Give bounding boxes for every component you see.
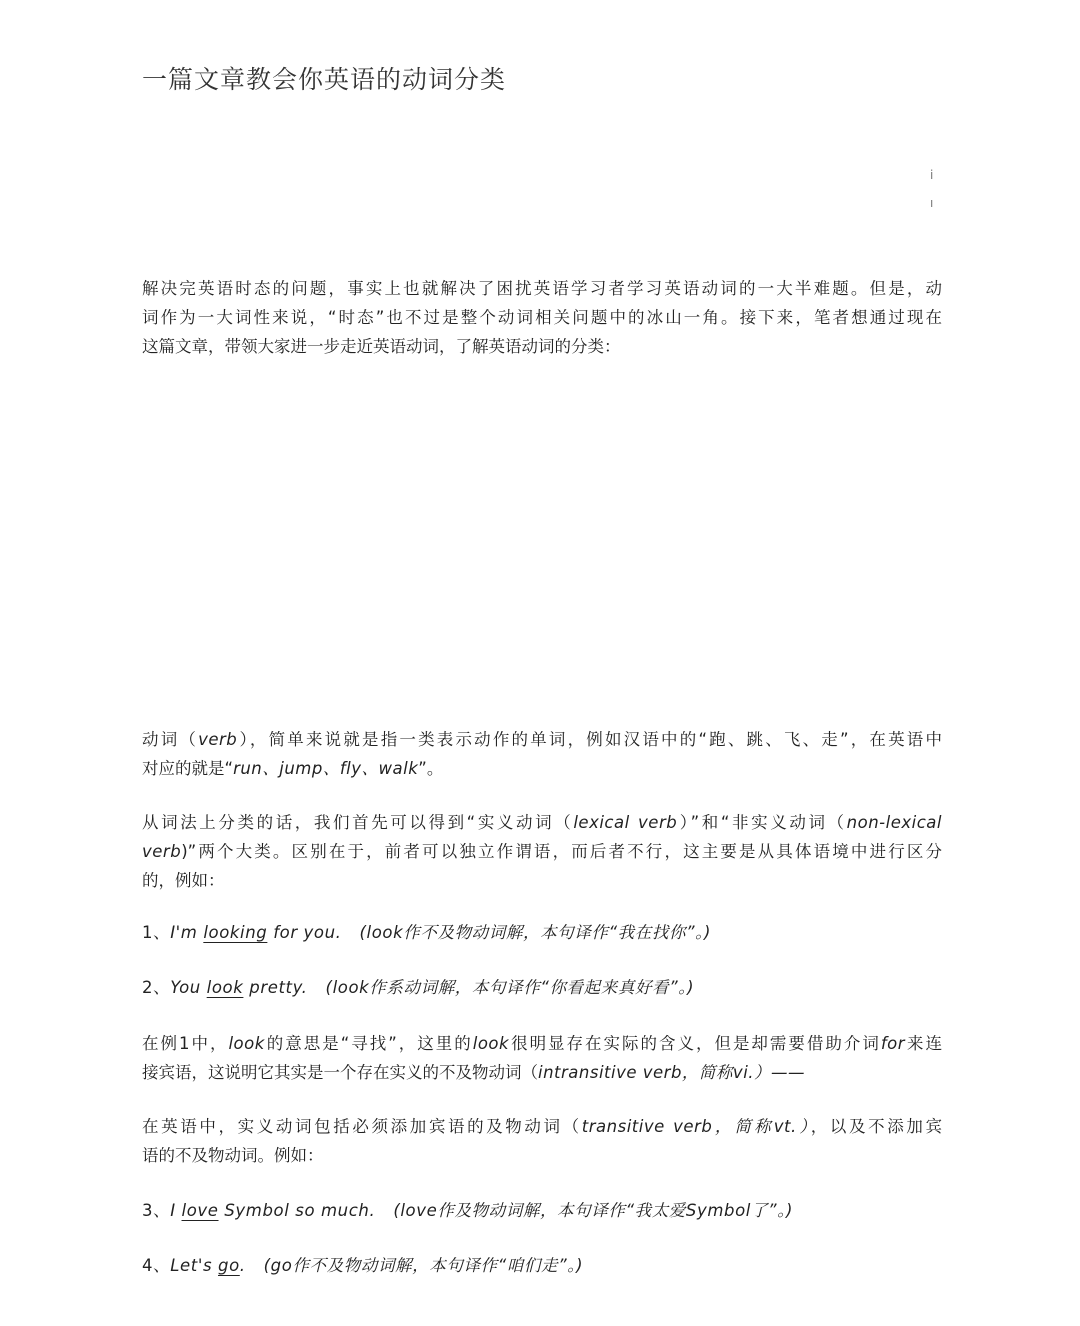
definition-paragraph [142, 725, 942, 783]
intro-line: 词作为一大词性来说，“时态”也不过是整个动词相关问题中的冰山一角。接下来，笔者想通过现在 [142, 308, 942, 327]
intro-paragraph [142, 274, 942, 361]
explanation-line: 接宾语，这说明它其实是一个存在实义的不及物动词（intransitive verb，简称vi.）—— [142, 1063, 806, 1082]
definition-line: 动词（verb），简单来说就是指一类表示动作的单词，例如汉语中的“跑、跳、飞、走”，在英语中 [142, 730, 942, 749]
underlined-verb: go [218, 1256, 240, 1275]
lexical-line: verb)”两个大类。区别在于，前者可以独立作谓语，而后者不行，这主要是从具体语境中进行区分 [142, 842, 942, 861]
underlined-verb: love [181, 1201, 219, 1220]
page-title: 一篇文章教会你英语的动词分类 [142, 65, 507, 94]
example-1: 1、I'm looking for you. (look作不及物动词解，本句译作“我在找你”。) [142, 923, 712, 942]
example-3: 3、I love Symbol so much. (love作及物动词解，本句译作“我太爱Symbol了”。) [142, 1201, 794, 1220]
transitive-paragraph [142, 1112, 942, 1170]
lexical-paragraph [142, 808, 942, 895]
lexical-line: 的，例如： [142, 871, 225, 890]
example-note: (look作不及物动词解，本句译作“我在找你”。) [359, 923, 712, 942]
intro-line: 解决完英语时态的问题，事实上也就解决了困扰英语学习者学习英语动词的一大半难题。但是，动 [142, 279, 942, 298]
underlined-verb: looking [203, 923, 268, 942]
example-2: 2、You look pretty. (look作系动词解，本句译作“你看起来真好看”。) [142, 978, 695, 997]
transitive-line: 在英语中，实义动词包括必须添加宾语的及物动词（transitive verb，简称vt.），以及不添加宾 [142, 1117, 943, 1136]
intro-line: 这篇文章，带领大家进一步走近英语动词，了解英语动词的分类： [142, 337, 621, 356]
explanation-line: 在例1中，look的意思是“寻找”，这里的look很明显存在实际的含义，但是却需要借助介词for来连 [142, 1034, 943, 1053]
definition-line: 对应的就是“run、jump、fly、walk”。 [142, 759, 444, 778]
example-note: (go作不及物动词解，本句译作“咱们走”。) [263, 1256, 584, 1275]
example-note: (look作系动词解，本句译作“你看起来真好看”。) [325, 978, 695, 997]
example-note: (love作及物动词解，本句译作“我太爱Symbol了”。) [393, 1201, 794, 1220]
transitive-line: 语的不及物动词。例如： [142, 1146, 324, 1165]
lexical-line: 从词法上分类的话，我们首先可以得到“实义动词（lexical verb）”和“非实义动词（non-lexical [142, 813, 942, 832]
edge-mark: i [930, 168, 934, 182]
edge-mark: ı [930, 196, 934, 210]
explanation-paragraph [142, 1029, 942, 1087]
example-4: 4、Let's go. (go作不及物动词解，本句译作“咱们走”。) [142, 1256, 584, 1275]
underlined-verb: look [206, 978, 244, 997]
